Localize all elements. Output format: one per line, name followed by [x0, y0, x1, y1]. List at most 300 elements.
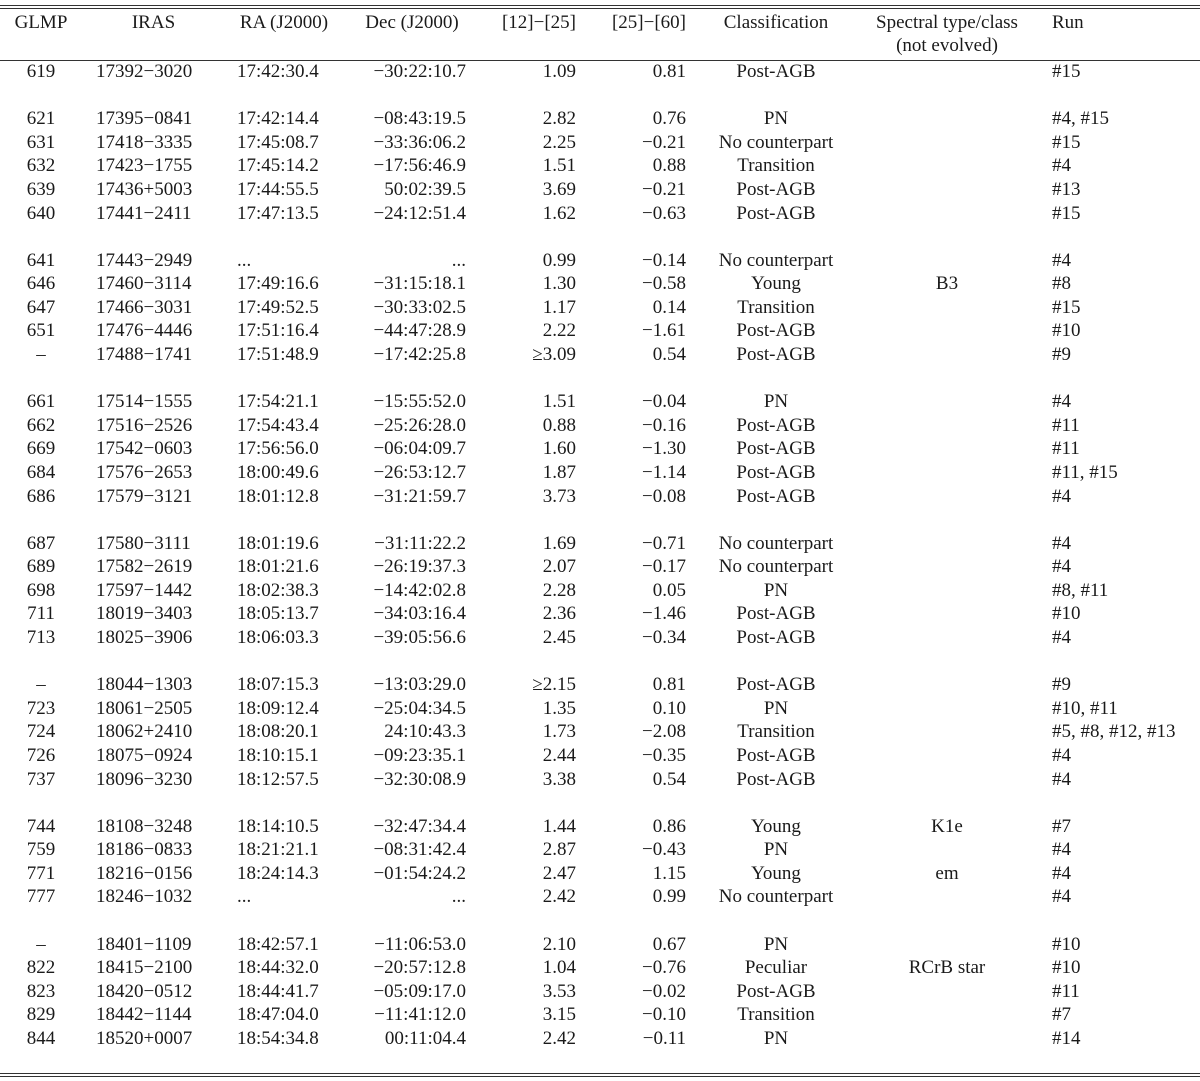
color-12-25-cell: 1.87: [542, 461, 576, 483]
dec-cell: −34:03:16.4: [373, 603, 466, 625]
iras-cell: 18061−2505: [96, 697, 193, 719]
ra-cell: 18:05:13.7: [237, 603, 319, 625]
color-25-60-cell: 0.88: [652, 155, 686, 177]
color-12-25-cell: 2.25: [542, 131, 576, 153]
iras-cell: 17392−3020: [96, 61, 193, 82]
table-row: [0, 933, 1200, 956]
color-12-25-cell: 2.28: [542, 579, 576, 601]
dec-cell: −11:06:53.0: [374, 933, 466, 955]
ra-cell: 17:42:30.4: [237, 61, 319, 82]
ra-cell: 18:24:14.3: [237, 862, 319, 884]
color-12-25-cell: 1.30: [542, 273, 576, 295]
color-25-60-cell: −0.08: [642, 485, 686, 507]
table-row: [0, 1027, 1200, 1050]
ra-cell: 18:06:03.3: [237, 627, 319, 648]
table-row: [0, 319, 1200, 342]
ra-cell: 18:00:49.6: [237, 461, 319, 483]
classification-cell: Post-AGB: [736, 674, 816, 696]
classification-cell: PN: [763, 1027, 789, 1049]
table-row: [0, 60, 1200, 83]
run-cell: #9: [1052, 344, 1071, 365]
color-12-25-cell: 2.82: [542, 108, 576, 130]
glmp-cell: 744: [26, 815, 56, 837]
run-cell: #4: [1052, 249, 1071, 271]
color-25-60-cell: 0.99: [652, 886, 686, 908]
ra-cell: ...: [237, 886, 252, 908]
color-12-25-cell: 1.69: [542, 532, 576, 554]
color-12-25-cell: 3.73: [542, 485, 576, 507]
glmp-cell: 662: [26, 414, 56, 436]
spectral-type-cell: K1e: [931, 815, 963, 837]
run-cell: #4: [1052, 839, 1071, 861]
color-12-25-cell: 2.44: [542, 744, 576, 766]
header-dec: Dec (J2000): [365, 12, 459, 33]
run-cell: #4: [1052, 627, 1071, 648]
classification-cell: Post-AGB: [736, 980, 816, 1002]
color-25-60-cell: −0.21: [642, 178, 686, 200]
top-rule: [0, 5, 1200, 6]
ra-cell: 18:01:12.8: [237, 485, 319, 507]
table-row: [0, 768, 1200, 791]
table-row: [0, 980, 1200, 1003]
iras-cell: 18186−0833: [96, 839, 193, 861]
ra-cell: 17:47:13.5: [237, 202, 319, 224]
iras-cell: 17436+5003: [96, 178, 193, 200]
color-25-60-cell: 0.14: [652, 296, 686, 318]
color-25-60-cell: 0.81: [652, 61, 686, 82]
dec-cell: 00:11:04.4: [384, 1027, 466, 1049]
classification-cell: Young: [751, 862, 801, 884]
ra-cell: 18:44:41.7: [237, 980, 319, 1002]
glmp-cell: 640: [26, 202, 56, 224]
run-cell: #15: [1052, 61, 1081, 82]
color-25-60-cell: 0.67: [652, 933, 686, 955]
run-cell: #4: [1052, 485, 1071, 507]
color-25-60-cell: −0.02: [642, 980, 686, 1002]
run-cell: #4: [1052, 155, 1071, 177]
iras-cell: 17576−2653: [96, 461, 193, 483]
iras-cell: 18415−2100: [96, 957, 193, 979]
color-25-60-cell: −0.21: [642, 131, 686, 153]
color-25-60-cell: 0.86: [652, 815, 686, 837]
dec-cell: −32:47:34.4: [373, 815, 466, 837]
dec-cell: 24:10:43.3: [384, 721, 466, 743]
glmp-cell: 619: [26, 61, 56, 82]
glmp-cell: 771: [26, 862, 56, 884]
ra-cell: 17:56:56.0: [237, 438, 319, 460]
table-row: [0, 178, 1200, 201]
classification-cell: Post-AGB: [736, 202, 816, 224]
classification-cell: PN: [763, 933, 789, 955]
classification-cell: Young: [751, 273, 801, 295]
iras-cell: 17582−2619: [96, 556, 193, 578]
classification-cell: PN: [763, 108, 789, 130]
color-25-60-cell: −0.71: [642, 532, 686, 554]
glmp-cell: 639: [26, 178, 56, 200]
dec-cell: −24:12:51.4: [373, 202, 466, 224]
iras-cell: 17443−2949: [96, 249, 193, 271]
glmp-cell: 684: [26, 461, 56, 483]
dec-cell: −25:26:28.0: [373, 414, 466, 436]
color-12-25-cell: 1.60: [542, 438, 576, 460]
iras-cell: 17514−1555: [96, 391, 193, 413]
dec-cell: −44:47:28.9: [373, 320, 466, 342]
table-row: [0, 437, 1200, 460]
table-row: [0, 296, 1200, 319]
run-cell: #10, #11: [1052, 697, 1118, 719]
run-cell: #11: [1052, 980, 1080, 1002]
color-25-60-cell: −0.76: [642, 957, 686, 979]
iras-cell: 18520+0007: [96, 1027, 193, 1049]
table-row: [0, 154, 1200, 177]
run-cell: #5, #8, #12, #13: [1052, 721, 1176, 743]
glmp-cell: 631: [26, 131, 56, 153]
color-25-60-cell: −0.11: [642, 1027, 686, 1049]
run-cell: #15: [1052, 131, 1081, 153]
glmp-cell: 687: [26, 532, 56, 554]
table-row: [0, 815, 1200, 838]
classification-cell: Post-AGB: [736, 627, 816, 648]
color-12-25-cell: 2.47: [542, 862, 576, 884]
glmp-cell: 737: [26, 768, 56, 790]
table-row: [0, 390, 1200, 413]
table-row: [0, 956, 1200, 979]
glmp-cell: –: [36, 344, 46, 365]
glmp-cell: 723: [26, 697, 56, 719]
iras-cell: 17441−2411: [96, 202, 192, 224]
run-cell: #8: [1052, 273, 1071, 295]
color-25-60-cell: 0.81: [652, 674, 686, 696]
color-25-60-cell: 0.54: [652, 344, 686, 365]
classification-cell: Post-AGB: [736, 744, 816, 766]
spectral-type-cell: RCrB star: [908, 957, 986, 979]
glmp-cell: 661: [26, 391, 56, 413]
glmp-cell: 647: [26, 296, 56, 318]
iras-cell: 18401−1109: [96, 933, 192, 955]
dec-cell: −08:43:19.5: [373, 108, 466, 130]
glmp-cell: 686: [26, 485, 56, 507]
color-25-60-cell: −0.58: [642, 273, 686, 295]
run-cell: #4: [1052, 391, 1071, 413]
dec-cell: −26:19:37.3: [373, 556, 466, 578]
color-25-60-cell: 1.15: [652, 862, 686, 884]
spectral-type-cell: em: [935, 862, 959, 884]
iras-cell: 18044−1303: [96, 674, 193, 696]
dec-cell: −32:30:08.9: [373, 768, 466, 790]
dec-cell: −39:05:56.6: [373, 627, 466, 648]
table-row: [0, 272, 1200, 295]
color-25-60-cell: −1.14: [642, 461, 686, 483]
ra-cell: 18:01:19.6: [237, 532, 319, 554]
classification-cell: Post-AGB: [736, 768, 816, 790]
dec-cell: −13:03:29.0: [373, 674, 466, 696]
color-12-25-cell: 1.62: [542, 202, 576, 224]
color-12-25-cell: 2.36: [542, 603, 576, 625]
dec-cell: ...: [451, 249, 466, 271]
glmp-cell: –: [36, 674, 46, 696]
color-12-25-cell: 2.42: [542, 1027, 576, 1049]
iras-cell: 17597−1442: [96, 579, 193, 601]
color-25-60-cell: 0.76: [652, 108, 686, 130]
bottom-rule: [0, 1073, 1200, 1074]
table-row: [0, 202, 1200, 225]
dec-cell: −33:36:06.2: [373, 131, 466, 153]
table-row: [0, 744, 1200, 767]
color-25-60-cell: −1.30: [642, 438, 686, 460]
glmp-cell: 829: [26, 1004, 56, 1026]
color-12-25-cell: 2.07: [542, 556, 576, 578]
run-cell: #10: [1052, 957, 1081, 979]
glmp-cell: –: [36, 933, 46, 955]
run-cell: #10: [1052, 320, 1081, 342]
table-row: [0, 697, 1200, 720]
classification-cell: PN: [763, 579, 789, 601]
iras-cell: 18216−0156: [96, 862, 193, 884]
color-12-25-cell: ≥2.15: [532, 674, 576, 696]
run-cell: #10: [1052, 603, 1081, 625]
color-25-60-cell: 0.54: [652, 768, 686, 790]
table-row: [0, 673, 1200, 696]
dec-cell: −31:21:59.7: [373, 485, 466, 507]
classification-cell: Post-AGB: [736, 320, 816, 342]
table-row: [0, 862, 1200, 885]
glmp-cell: 641: [26, 249, 56, 271]
dec-cell: −17:42:25.8: [373, 344, 466, 365]
classification-cell: Post-AGB: [736, 61, 816, 82]
dec-cell: −30:33:02.5: [373, 296, 466, 318]
color-25-60-cell: 0.10: [652, 697, 686, 719]
color-12-25-cell: ≥3.09: [532, 344, 576, 365]
color-25-60-cell: −0.17: [642, 556, 686, 578]
glmp-cell: 823: [26, 980, 56, 1002]
ra-cell: 17:45:14.2: [237, 155, 319, 177]
dec-cell: 50:02:39.5: [384, 178, 466, 200]
color-12-25-cell: 1.73: [542, 721, 576, 743]
glmp-cell: 777: [26, 886, 56, 908]
classification-cell: No counterpart: [718, 532, 834, 554]
table-row: [0, 838, 1200, 861]
run-cell: #9: [1052, 674, 1071, 696]
color-25-60-cell: −0.43: [642, 839, 686, 861]
run-cell: #4, #15: [1052, 108, 1109, 130]
header-spectral-type-note: (not evolved): [896, 35, 998, 56]
spectral-type-cell: B3: [935, 273, 959, 295]
dec-cell: −14:42:02.8: [373, 579, 466, 601]
ra-cell: 17:51:16.4: [237, 320, 319, 342]
table-row: [0, 1003, 1200, 1026]
classification-cell: Young: [751, 815, 801, 837]
glmp-cell: 822: [26, 957, 56, 979]
classification-cell: Post-AGB: [736, 485, 816, 507]
classification-cell: Transition: [737, 721, 815, 743]
run-cell: #4: [1052, 862, 1071, 884]
ra-cell: 18:01:21.6: [237, 556, 319, 578]
ra-cell: 17:51:48.9: [237, 344, 319, 365]
run-cell: #4: [1052, 556, 1071, 578]
classification-cell: No counterpart: [718, 886, 834, 908]
color-25-60-cell: −0.34: [642, 627, 686, 648]
table-row: [0, 414, 1200, 437]
table-row: [0, 555, 1200, 578]
classification-cell: Transition: [737, 1004, 815, 1026]
table-row: [0, 485, 1200, 508]
run-cell: #11: [1052, 438, 1080, 460]
table-row: [0, 107, 1200, 130]
iras-cell: 18442−1144: [96, 1004, 192, 1026]
dec-cell: ...: [451, 886, 466, 908]
dec-cell: −17:56:46.9: [373, 155, 466, 177]
run-cell: #11, #15: [1052, 461, 1118, 483]
color-25-60-cell: −0.10: [642, 1004, 686, 1026]
ra-cell: 18:42:57.1: [237, 933, 319, 955]
dec-cell: −01:54:24.2: [373, 862, 466, 884]
ra-cell: 17:49:16.6: [237, 273, 319, 295]
glmp-cell: 669: [26, 438, 56, 460]
ra-cell: ...: [237, 249, 252, 271]
dec-cell: −31:15:18.1: [373, 273, 466, 295]
run-cell: #4: [1052, 744, 1071, 766]
color-25-60-cell: −0.35: [642, 744, 686, 766]
color-25-60-cell: −0.04: [642, 391, 686, 413]
iras-cell: 18096−3230: [96, 768, 193, 790]
ra-cell: 17:42:14.4: [237, 108, 319, 130]
ra-cell: 18:44:32.0: [237, 957, 319, 979]
color-25-60-cell: −0.16: [642, 414, 686, 436]
glmp-cell: 711: [27, 603, 55, 625]
header-ra: RA (J2000): [239, 12, 329, 33]
dec-cell: −11:41:12.0: [374, 1004, 466, 1026]
dec-cell: −30:22:10.7: [373, 61, 466, 82]
ra-cell: 17:54:21.1: [237, 391, 319, 413]
ra-cell: 17:44:55.5: [237, 178, 319, 200]
classification-cell: No counterpart: [718, 131, 834, 153]
table-row: [0, 131, 1200, 154]
dec-cell: −15:55:52.0: [373, 391, 466, 413]
ra-cell: 18:02:38.3: [237, 579, 319, 601]
color-12-25-cell: 1.44: [542, 815, 576, 837]
table-row: [0, 343, 1200, 366]
glmp-cell: 632: [26, 155, 56, 177]
color-12-25-cell: 1.51: [542, 391, 576, 413]
run-cell: #15: [1052, 296, 1081, 318]
classification-cell: Post-AGB: [736, 438, 816, 460]
classification-cell: PN: [763, 391, 789, 413]
run-cell: #10: [1052, 933, 1081, 955]
ra-cell: 18:09:12.4: [237, 697, 319, 719]
iras-cell: 18420−0512: [96, 980, 193, 1002]
color-12-25-cell: 1.09: [542, 61, 576, 82]
iras-cell: 17418−3335: [96, 131, 193, 153]
classification-cell: No counterpart: [718, 556, 834, 578]
ra-cell: 18:54:34.8: [237, 1027, 319, 1049]
iras-cell: 17516−2526: [96, 414, 193, 436]
table-row: [0, 579, 1200, 602]
classification-cell: Transition: [737, 155, 815, 177]
classification-cell: Post-AGB: [736, 414, 816, 436]
iras-cell: 17460−3114: [96, 273, 192, 295]
run-cell: #4: [1052, 886, 1071, 908]
table-row: [0, 720, 1200, 743]
ra-cell: 18:08:20.1: [237, 721, 319, 743]
bottom-rule-inner: [0, 1076, 1200, 1077]
color-12-25-cell: 3.15: [542, 1004, 576, 1026]
run-cell: #7: [1052, 815, 1071, 837]
iras-cell: 17542−0603: [96, 438, 193, 460]
header-color-25-60: [25]−[60]: [611, 12, 686, 33]
iras-cell: 17488−1741: [96, 344, 193, 365]
color-25-60-cell: 0.05: [652, 579, 686, 601]
ra-cell: 18:12:57.5: [237, 768, 319, 790]
iras-cell: 18062+2410: [96, 721, 193, 743]
classification-cell: Post-AGB: [736, 603, 816, 625]
iras-cell: 18246−1032: [96, 886, 193, 908]
dec-cell: −09:23:35.1: [373, 744, 466, 766]
header-color-12-25: [12]−[25]: [501, 12, 576, 33]
dec-cell: −31:11:22.2: [374, 532, 466, 554]
glmp-cell: 698: [26, 579, 56, 601]
classification-cell: Transition: [737, 296, 815, 318]
glmp-cell: 844: [26, 1027, 56, 1049]
color-12-25-cell: 1.51: [542, 155, 576, 177]
top-rule-inner: [0, 8, 1200, 9]
glmp-cell: 646: [26, 273, 56, 295]
color-12-25-cell: 0.88: [542, 414, 576, 436]
color-12-25-cell: 2.45: [542, 627, 576, 648]
color-12-25-cell: 2.10: [542, 933, 576, 955]
ra-cell: 17:54:43.4: [237, 414, 319, 436]
classification-cell: PN: [763, 839, 789, 861]
run-cell: #15: [1052, 202, 1081, 224]
dec-cell: −06:04:09.7: [373, 438, 466, 460]
dec-cell: −05:09:17.0: [373, 980, 466, 1002]
glmp-cell: 713: [26, 627, 56, 648]
iras-cell: 17579−3121: [96, 485, 193, 507]
color-12-25-cell: 1.04: [542, 957, 576, 979]
iras-cell: 18075−0924: [96, 744, 193, 766]
classification-cell: PN: [763, 697, 789, 719]
color-25-60-cell: −1.61: [642, 320, 686, 342]
header-run: Run: [1052, 12, 1084, 33]
ra-cell: 18:47:04.0: [237, 1004, 319, 1026]
header-glmp: GLMP: [14, 12, 68, 33]
ra-cell: 18:07:15.3: [237, 674, 319, 696]
run-cell: #13: [1052, 178, 1081, 200]
run-cell: #7: [1052, 1004, 1071, 1026]
iras-cell: 17476−4446: [96, 320, 193, 342]
iras-cell: 18108−3248: [96, 815, 193, 837]
classification-cell: Peculiar: [744, 957, 808, 979]
header-spectral-type: Spectral type/class: [876, 12, 1018, 33]
glmp-cell: 724: [26, 721, 56, 743]
table-row: [0, 626, 1200, 649]
ra-cell: 18:14:10.5: [237, 815, 319, 837]
run-cell: #8, #11: [1052, 579, 1109, 601]
run-cell: #4: [1052, 768, 1071, 790]
dec-cell: −26:53:12.7: [373, 461, 466, 483]
classification-cell: Post-AGB: [736, 461, 816, 483]
iras-cell: 17466−3031: [96, 296, 193, 318]
table-row: [0, 461, 1200, 484]
classification-cell: Post-AGB: [736, 178, 816, 200]
ra-cell: 18:21:21.1: [237, 839, 319, 861]
glmp-cell: 759: [26, 839, 56, 861]
iras-cell: 17395−0841: [96, 108, 193, 130]
header-iras: IRAS: [131, 12, 176, 33]
iras-cell: 18019−3403: [96, 603, 193, 625]
glmp-cell: 726: [26, 744, 56, 766]
glmp-cell: 651: [26, 320, 56, 342]
dec-cell: −20:57:12.8: [373, 957, 466, 979]
